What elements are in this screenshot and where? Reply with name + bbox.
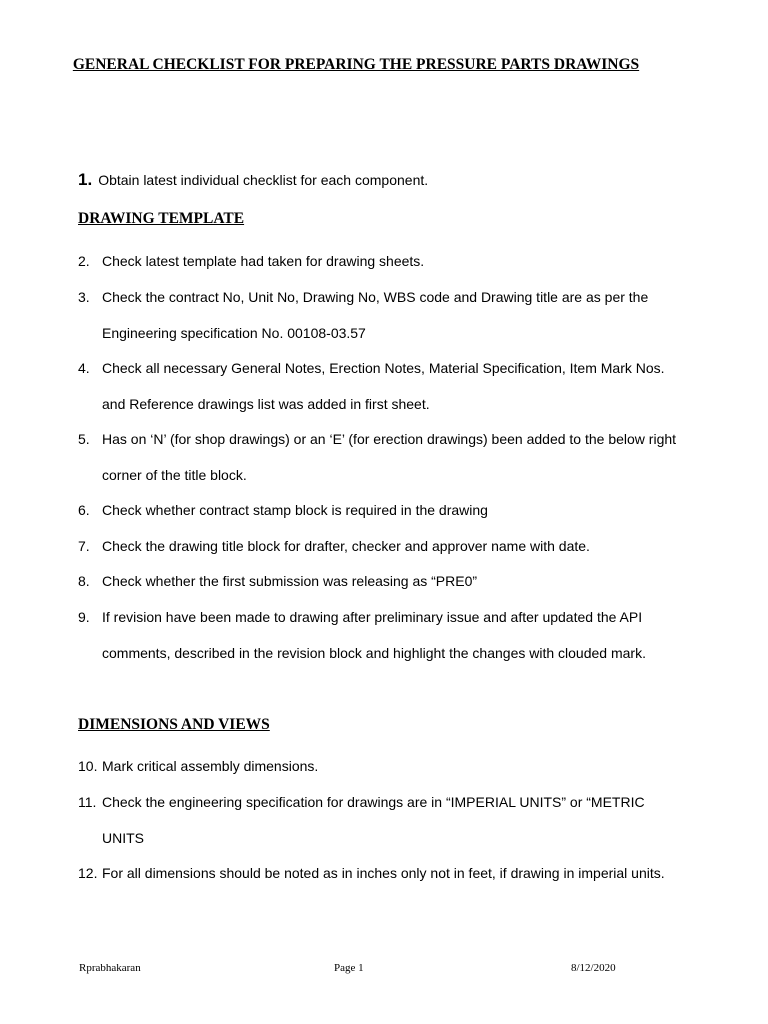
checklist-item-1 (78, 168, 428, 192)
footer-page-number: Page 1 (334, 962, 364, 974)
page-title: GENERAL CHECKLIST FOR PREPARING THE PRESSURE PARTS DRAWINGS (72, 56, 640, 73)
item-text: Check all necessary General Notes, Erection Notes, Material Specification, Item Mark Nos. and Reference drawings list was added in first sheet. (102, 360, 665, 412)
checklist-item-10 (78, 748, 678, 784)
item-text: Check the contract No, Unit No, Drawing No, WBS code and Drawing title are as per the Engineering specification No. 00108-03.57 (102, 289, 649, 341)
checklist-item-6 (78, 492, 678, 528)
checklist-item-8 (78, 563, 678, 599)
footer-author: Rprabhakaran (79, 962, 141, 974)
checklist-item-9 (78, 599, 678, 671)
checklist-item-7 (78, 528, 678, 564)
item-text: Obtain latest individual checklist for each component. (98, 172, 429, 188)
item-text: Has on ‘N’ (for shop drawings) or an ‘E’ (for erection drawings) been added to the below right corner of the title block. (102, 431, 677, 483)
section-heading-drawing-template: DRAWING TEMPLATE (78, 210, 245, 227)
item-text: If revision have been made to drawing after preliminary issue and after updated the API comments, described in the revision block and highlight the changes with clouded mark. (102, 609, 646, 661)
item-number: 1. (78, 170, 93, 189)
item-number: 4. (78, 360, 90, 376)
item-number: 11. (78, 794, 97, 810)
item-number: 2. (78, 253, 90, 269)
item-number: 5. (78, 431, 90, 447)
item-text: Check whether contract stamp block is required in the drawing (102, 502, 488, 518)
checklist-item-5 (78, 421, 678, 493)
item-text: Check the engineering specification for drawings are in “IMPERIAL UNITS” or “METRIC UNITS (102, 794, 645, 846)
item-text: Check whether the first submission was releasing as “PRE0” (102, 573, 478, 589)
item-number: 10. (78, 758, 98, 774)
item-number: 3. (78, 289, 90, 305)
checklist-item-3 (78, 279, 678, 351)
checklist-item-12 (78, 855, 678, 891)
section-heading-dimensions-and-views: DIMENSIONS AND VIEWS (78, 716, 270, 733)
checklist-item-11 (78, 784, 678, 856)
checklist-item-2 (78, 243, 678, 279)
item-text: Mark critical assembly dimensions. (102, 758, 319, 774)
item-text: For all dimensions should be noted as in inches only not in feet, if drawing in imperial units. (102, 865, 665, 881)
item-number: 6. (78, 502, 90, 518)
item-number: 8. (78, 573, 90, 589)
item-number: 9. (78, 609, 90, 625)
item-text: Check latest template had taken for drawing sheets. (102, 253, 425, 269)
item-number: 12. (78, 865, 98, 881)
item-number: 7. (78, 538, 90, 554)
footer-date: 8/12/2020 (571, 962, 616, 974)
checklist-item-4 (78, 350, 678, 422)
item-text: Check the drawing title block for drafter, checker and approver name with date. (102, 538, 590, 554)
